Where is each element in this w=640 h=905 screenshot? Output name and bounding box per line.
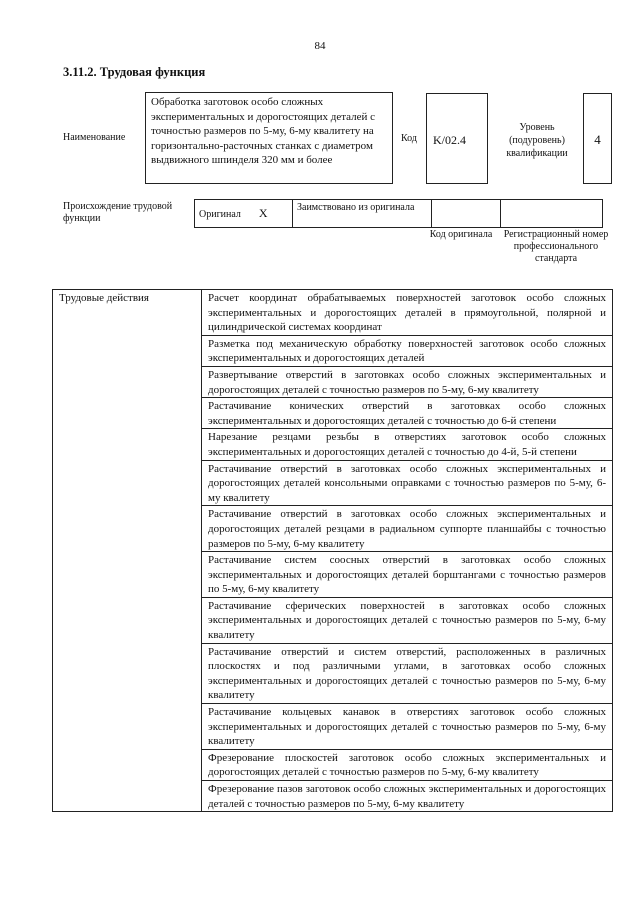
labor-action-item: Растачивание отверстий и систем отверстий, расположенных в различных плоскостях и под различными углами, в заготовках особо сложных экспериментальных и дорогостоящих деталей с точностью размеров по 5-му, 6-му квалитету [202,643,613,703]
labor-action-item: Растачивание кольцевых канавок в отверстиях заготовок особо сложных экспериментальных и дорогостоящих деталей с точностью размеров по 5-му, 6-му квалитету [202,704,613,750]
labor-action-item: Растачивание сферических поверхностей в заготовках особо сложных экспериментальных и дорогостоящих деталей с точностью размеров по 5-му, 6-му квалитету [202,597,613,643]
section-title: 3.11.2. Трудовая функция [63,65,206,79]
table-row [53,290,613,336]
level-value: 4 [583,93,612,184]
labor-action-item: Фрезерование пазов заготовок особо сложных экспериментальных и дорогостоящих деталей с точностью размеров по 5-му, 6-му квалитету [202,781,613,812]
function-name-value: Обработка заготовок особо сложных экспериментальных и дорогостоящих деталей с точностью размеров по 5-му, 6-му квалитету на горизонтально-расточных станках с диаметром выдвижного шпинделя 320 мм и более [145,92,393,184]
origin-original-label: Оригинал [199,209,241,220]
code-original-caption: Код оригинала [429,229,493,240]
origin-code-cell [432,200,501,228]
page-number: 84 [314,40,326,52]
labor-actions-body [53,290,613,812]
code-value: K/02.4 [426,93,488,184]
labor-action-item: Растачивание отверстий в заготовках особо сложных экспериментальных и дорогостоящих деталей резцами в радиальном суппорте планшайбы с точностью размеров по 5-му, 6-му квалитету [202,506,613,552]
origin-label: Происхождение трудовой функции [63,201,173,224]
labor-action-item: Разметка под механическую обработку поверхностей заготовок особо сложных экспериментальных и дорогостоящих деталей [202,335,613,366]
origin-table [194,199,603,228]
code-label: Код [401,133,417,144]
name-label: Наименование [63,132,126,143]
level-label: Уровень (подуровень) квалификации [506,122,568,159]
labor-actions-table [52,289,613,812]
labor-action-item: Развертывание отверстий в заготовках особо сложных экспериментальных и дорогостоящих деталей с точностью размеров по 5-му, 6-му квалитету [202,366,613,397]
origin-borrowed-cell: Заимствовано из оригинала [293,200,432,228]
labor-action-item: Фрезерование плоскостей заготовок особо сложных экспериментальных и дорогостоящих деталей с точностью размеров по 5-му, 6-му квалитету [202,749,613,780]
labor-action-item: Нарезание резцами резьбы в отверстиях заготовок особо сложных экспериментальных и дорогостоящих деталей с точностью до 4-й, 5-й степени [202,429,613,460]
labor-actions-heading: Трудовые действия [53,290,202,812]
labor-action-item: Растачивание конических отверстий в заготовках особо сложных экспериментальных и дорогостоящих деталей с точностью до 6-й степени [202,398,613,429]
origin-reg-cell [501,200,603,228]
registration-number-caption: Регистрационный номер профессионального стандарта [503,229,609,264]
origin-original-mark: X [258,206,268,220]
labor-action-item: Растачивание систем соосных отверстий в заготовках особо сложных экспериментальных и дорогостоящих деталей борштангами с точностью размеров по 5-му, 6-му квалитету [202,552,613,598]
labor-action-item: Расчет координат обрабатываемых поверхностей заготовок особо сложных экспериментальных и дорогостоящих деталей в прямоугольной, полярной и цилиндрической системах координат [202,290,613,336]
labor-action-item: Растачивание отверстий в заготовках особо сложных экспериментальных и дорогостоящих деталей консольными оправками с точностью размеров по 5-му, 6-му квалитету [202,460,613,506]
origin-original-cell [195,200,293,228]
